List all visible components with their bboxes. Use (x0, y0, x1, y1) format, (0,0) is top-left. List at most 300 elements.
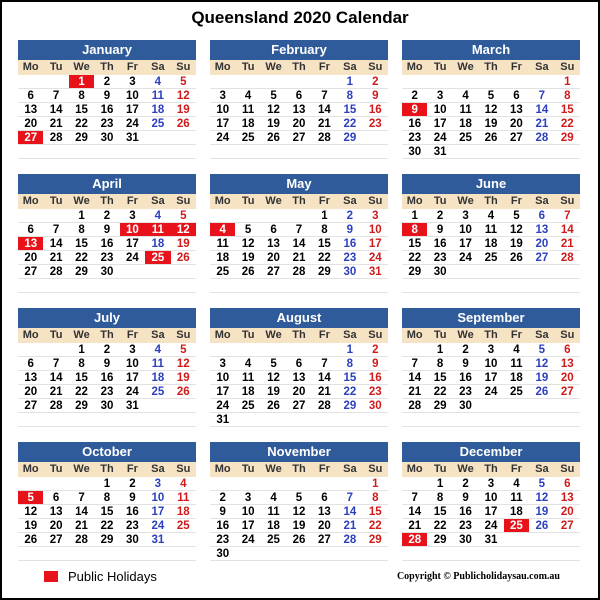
month-november (210, 442, 388, 562)
day-cell: 15 (427, 505, 452, 519)
day-cell: 16 (363, 103, 388, 117)
weekday-label: We (73, 329, 90, 341)
day-cell: 22 (69, 117, 94, 131)
weekday-label: Th (100, 329, 114, 341)
day-cell: 30 (427, 265, 452, 279)
holiday-day-cell: 25 (145, 251, 170, 265)
day-cell: 20 (529, 237, 554, 251)
weekday-label: Mo (214, 195, 231, 207)
day-cell: 22 (312, 251, 337, 265)
day-cell: 8 (363, 491, 388, 505)
day-cell: 11 (210, 237, 235, 251)
day-cell: 13 (555, 357, 580, 371)
day-cell: 1 (402, 209, 427, 223)
weekday-label: Th (292, 329, 306, 341)
holiday-day-cell: 11 (145, 223, 170, 237)
holiday-day-cell: 8 (402, 223, 427, 237)
day-cell: 2 (337, 209, 362, 223)
empty-day-cell (235, 477, 260, 491)
holiday-day-cell: 12 (171, 223, 196, 237)
day-cell: 19 (504, 237, 529, 251)
empty-day-cell (145, 413, 170, 427)
weekday-label: Mo (214, 61, 231, 73)
day-cell: 25 (504, 385, 529, 399)
day-cell: 23 (94, 117, 119, 131)
empty-day-cell (261, 279, 286, 293)
weekday-label: Tu (241, 61, 255, 73)
day-cell: 7 (402, 491, 427, 505)
empty-day-cell (120, 145, 145, 159)
weekday-label: Su (368, 195, 383, 207)
day-cell: 24 (210, 131, 235, 145)
weekday-row (18, 60, 196, 75)
day-cell: 7 (43, 223, 68, 237)
day-cell: 4 (145, 343, 170, 357)
weekday-label: Mo (22, 61, 39, 73)
day-cell: 16 (94, 103, 119, 117)
weekday-label: Su (176, 195, 191, 207)
month-header: February (210, 40, 388, 60)
empty-day-cell (171, 279, 196, 293)
empty-day-cell (312, 145, 337, 159)
day-cell: 28 (529, 131, 554, 145)
empty-day-cell (69, 279, 94, 293)
day-cell: 28 (312, 399, 337, 413)
day-cell: 7 (43, 89, 68, 103)
day-cell: 30 (94, 265, 119, 279)
empty-day-cell (43, 477, 68, 491)
day-cell: 13 (261, 237, 286, 251)
day-cell: 31 (478, 533, 503, 547)
day-cell: 3 (120, 75, 145, 89)
empty-day-cell (43, 343, 68, 357)
day-cell: 26 (529, 519, 554, 533)
day-cell: 10 (478, 357, 503, 371)
day-cell: 21 (69, 519, 94, 533)
empty-day-cell (286, 547, 311, 561)
empty-day-cell (504, 145, 529, 159)
day-cell: 17 (145, 505, 170, 519)
day-cell: 26 (261, 131, 286, 145)
weekday-label: Th (484, 61, 498, 73)
day-cell: 7 (286, 223, 311, 237)
day-cell: 21 (555, 237, 580, 251)
weekday-row (402, 462, 580, 477)
holiday-day-cell: 9 (402, 103, 427, 117)
day-grid (402, 75, 580, 159)
day-cell: 4 (261, 491, 286, 505)
day-cell: 9 (94, 223, 119, 237)
day-cell: 18 (504, 505, 529, 519)
day-cell: 14 (337, 505, 362, 519)
empty-day-cell (286, 413, 311, 427)
empty-day-cell (312, 343, 337, 357)
day-cell: 15 (312, 237, 337, 251)
day-cell: 14 (43, 103, 68, 117)
day-cell: 4 (145, 75, 170, 89)
day-cell: 25 (171, 519, 196, 533)
empty-day-cell (478, 413, 503, 427)
day-cell: 8 (337, 357, 362, 371)
month-header: December (402, 442, 580, 462)
day-cell: 25 (210, 265, 235, 279)
day-cell: 31 (120, 399, 145, 413)
day-cell: 25 (261, 533, 286, 547)
day-cell: 4 (478, 209, 503, 223)
day-cell: 27 (529, 251, 554, 265)
day-cell: 5 (529, 343, 554, 357)
empty-day-cell (555, 533, 580, 547)
day-cell: 29 (555, 131, 580, 145)
day-cell: 6 (18, 89, 43, 103)
day-cell: 6 (504, 89, 529, 103)
day-cell: 21 (43, 117, 68, 131)
day-cell: 30 (337, 265, 362, 279)
day-cell: 31 (427, 145, 452, 159)
holiday-day-cell: 25 (504, 519, 529, 533)
empty-day-cell (555, 145, 580, 159)
day-cell: 14 (402, 505, 427, 519)
day-cell: 23 (337, 251, 362, 265)
day-cell: 6 (18, 223, 43, 237)
empty-day-cell (94, 279, 119, 293)
day-cell: 10 (210, 371, 235, 385)
day-cell: 2 (120, 477, 145, 491)
day-cell: 30 (363, 399, 388, 413)
day-cell: 13 (18, 103, 43, 117)
weekday-row (402, 60, 580, 75)
day-cell: 21 (286, 251, 311, 265)
day-cell: 12 (18, 505, 43, 519)
day-cell: 20 (18, 251, 43, 265)
empty-day-cell (504, 533, 529, 547)
day-cell: 8 (427, 357, 452, 371)
day-cell: 12 (171, 357, 196, 371)
empty-day-cell (210, 343, 235, 357)
day-cell: 14 (529, 103, 554, 117)
weekday-label: Tu (433, 329, 447, 341)
empty-day-cell (427, 413, 452, 427)
empty-day-cell (504, 75, 529, 89)
day-cell: 14 (312, 103, 337, 117)
day-cell: 27 (286, 399, 311, 413)
day-cell: 18 (235, 385, 260, 399)
weekday-label: We (265, 329, 282, 341)
day-cell: 25 (478, 251, 503, 265)
day-cell: 5 (478, 89, 503, 103)
empty-day-cell (171, 145, 196, 159)
day-cell: 26 (286, 533, 311, 547)
weekday-label: Fr (510, 61, 522, 73)
day-cell: 29 (69, 399, 94, 413)
weekday-label: We (265, 463, 282, 475)
weekday-label: Su (176, 61, 191, 73)
weekday-label: Th (292, 463, 306, 475)
empty-day-cell (145, 547, 170, 561)
empty-day-cell (504, 399, 529, 413)
day-cell: 10 (145, 491, 170, 505)
day-cell: 27 (504, 131, 529, 145)
day-cell: 6 (286, 357, 311, 371)
empty-day-cell (337, 477, 362, 491)
day-cell: 27 (286, 131, 311, 145)
empty-day-cell (69, 547, 94, 561)
day-cell: 8 (69, 357, 94, 371)
day-cell: 30 (453, 533, 478, 547)
day-cell: 28 (43, 131, 68, 145)
day-cell: 9 (94, 357, 119, 371)
month-header: August (210, 308, 388, 328)
empty-day-cell (43, 279, 68, 293)
day-cell: 19 (18, 519, 43, 533)
day-cell: 9 (453, 357, 478, 371)
weekday-label: Sa (343, 329, 357, 341)
weekday-label: Tu (49, 463, 63, 475)
weekday-label: Th (100, 61, 114, 73)
day-cell: 11 (504, 357, 529, 371)
day-grid (402, 477, 580, 561)
day-cell: 18 (145, 237, 170, 251)
weekday-label: Mo (406, 463, 423, 475)
empty-day-cell (210, 477, 235, 491)
weekday-label: We (457, 61, 474, 73)
weekday-label: Mo (214, 329, 231, 341)
empty-day-cell (235, 279, 260, 293)
day-cell: 15 (69, 371, 94, 385)
empty-day-cell (478, 75, 503, 89)
weekday-label: Th (484, 463, 498, 475)
day-cell: 16 (94, 237, 119, 251)
day-cell: 15 (427, 371, 452, 385)
weekday-label: We (265, 195, 282, 207)
empty-day-cell (555, 413, 580, 427)
day-cell: 21 (402, 519, 427, 533)
day-cell: 25 (145, 117, 170, 131)
day-cell: 22 (427, 519, 452, 533)
day-cell: 15 (69, 103, 94, 117)
empty-day-cell (18, 279, 43, 293)
weekday-label: Su (368, 61, 383, 73)
empty-day-cell (94, 145, 119, 159)
weekday-label: Sa (343, 61, 357, 73)
empty-day-cell (402, 547, 427, 561)
day-cell: 16 (210, 519, 235, 533)
empty-day-cell (120, 279, 145, 293)
weekday-label: We (457, 329, 474, 341)
day-cell: 18 (145, 371, 170, 385)
day-cell: 10 (453, 223, 478, 237)
day-cell: 14 (312, 371, 337, 385)
day-cell: 19 (171, 237, 196, 251)
day-cell: 6 (18, 357, 43, 371)
day-cell: 24 (120, 385, 145, 399)
day-cell: 11 (453, 103, 478, 117)
month-august (210, 308, 388, 428)
weekday-label: Th (100, 195, 114, 207)
day-cell: 4 (453, 89, 478, 103)
day-cell: 24 (478, 385, 503, 399)
empty-day-cell (363, 547, 388, 561)
weekday-label: Fr (510, 463, 522, 475)
weekday-label: Sa (535, 329, 549, 341)
day-grid (18, 343, 196, 427)
day-cell: 11 (171, 491, 196, 505)
empty-day-cell (555, 547, 580, 561)
empty-day-cell (529, 279, 554, 293)
empty-day-cell (145, 131, 170, 145)
empty-day-cell (529, 413, 554, 427)
empty-day-cell (286, 75, 311, 89)
weekday-row (210, 462, 388, 477)
day-cell: 7 (402, 357, 427, 371)
empty-day-cell (363, 279, 388, 293)
empty-day-cell (261, 209, 286, 223)
day-cell: 18 (504, 371, 529, 385)
day-cell: 19 (529, 505, 554, 519)
empty-day-cell (286, 279, 311, 293)
day-cell: 6 (261, 223, 286, 237)
day-cell: 7 (312, 89, 337, 103)
day-cell: 30 (120, 533, 145, 547)
months-grid (18, 40, 580, 562)
holiday-day-cell: 13 (18, 237, 43, 251)
day-cell: 28 (312, 131, 337, 145)
day-cell: 12 (171, 89, 196, 103)
empty-day-cell (427, 75, 452, 89)
day-cell: 2 (94, 209, 119, 223)
day-cell: 19 (235, 251, 260, 265)
day-cell: 8 (337, 89, 362, 103)
day-cell: 29 (337, 131, 362, 145)
day-grid (18, 209, 196, 293)
empty-day-cell (453, 413, 478, 427)
empty-day-cell (210, 75, 235, 89)
day-cell: 21 (402, 385, 427, 399)
day-cell: 29 (363, 533, 388, 547)
day-cell: 19 (171, 371, 196, 385)
day-cell: 15 (363, 505, 388, 519)
page-title: Queensland 2020 Calendar (191, 8, 409, 27)
weekday-label: Tu (49, 195, 63, 207)
day-cell: 7 (337, 491, 362, 505)
day-cell: 21 (529, 117, 554, 131)
holiday-day-cell: 27 (18, 131, 43, 145)
day-cell: 12 (529, 357, 554, 371)
day-grid (402, 209, 580, 293)
empty-day-cell (145, 265, 170, 279)
day-cell: 2 (427, 209, 452, 223)
day-cell: 23 (94, 385, 119, 399)
day-cell: 7 (43, 357, 68, 371)
day-cell: 10 (427, 103, 452, 117)
weekday-label: Sa (343, 195, 357, 207)
day-cell: 17 (210, 117, 235, 131)
day-cell: 31 (210, 413, 235, 427)
day-cell: 16 (120, 505, 145, 519)
empty-day-cell (529, 265, 554, 279)
day-cell: 14 (286, 237, 311, 251)
day-cell: 28 (43, 265, 68, 279)
day-cell: 18 (145, 103, 170, 117)
weekday-row (210, 328, 388, 343)
day-cell: 12 (261, 371, 286, 385)
day-cell: 25 (145, 385, 170, 399)
day-cell: 23 (363, 385, 388, 399)
empty-day-cell (337, 413, 362, 427)
weekday-label: Su (560, 329, 575, 341)
empty-day-cell (478, 279, 503, 293)
day-cell: 17 (453, 237, 478, 251)
day-cell: 19 (261, 117, 286, 131)
day-grid (210, 209, 388, 293)
day-cell: 14 (43, 237, 68, 251)
day-cell: 11 (261, 505, 286, 519)
empty-day-cell (402, 343, 427, 357)
empty-day-cell (504, 279, 529, 293)
month-header: November (210, 442, 388, 462)
day-cell: 1 (337, 75, 362, 89)
day-cell: 15 (337, 103, 362, 117)
day-cell: 2 (363, 75, 388, 89)
empty-day-cell (555, 399, 580, 413)
day-cell: 26 (529, 385, 554, 399)
empty-day-cell (555, 265, 580, 279)
day-cell: 27 (18, 399, 43, 413)
day-cell: 27 (261, 265, 286, 279)
weekday-label: Fr (318, 329, 330, 341)
day-cell: 1 (94, 477, 119, 491)
weekday-label: We (457, 463, 474, 475)
weekday-label: Su (560, 463, 575, 475)
month-may (210, 174, 388, 294)
day-grid (18, 477, 196, 561)
month-header: May (210, 174, 388, 194)
empty-day-cell (363, 131, 388, 145)
day-cell: 22 (555, 117, 580, 131)
month-october (18, 442, 196, 562)
weekday-label: Th (292, 195, 306, 207)
day-cell: 22 (337, 117, 362, 131)
weekday-label: Tu (241, 463, 255, 475)
empty-day-cell (235, 145, 260, 159)
day-cell: 13 (312, 505, 337, 519)
weekday-label: Su (560, 195, 575, 207)
day-cell: 28 (69, 533, 94, 547)
day-cell: 3 (120, 343, 145, 357)
weekday-label: Mo (22, 195, 39, 207)
day-cell: 4 (235, 357, 260, 371)
day-cell: 23 (427, 251, 452, 265)
day-cell: 30 (94, 131, 119, 145)
day-cell: 16 (427, 237, 452, 251)
day-cell: 26 (504, 251, 529, 265)
weekday-label: We (265, 61, 282, 73)
day-cell: 4 (235, 89, 260, 103)
weekday-label: Mo (22, 463, 39, 475)
day-cell: 26 (171, 251, 196, 265)
empty-day-cell (478, 265, 503, 279)
month-header: April (18, 174, 196, 194)
day-cell: 31 (363, 265, 388, 279)
day-cell: 3 (210, 89, 235, 103)
empty-day-cell (478, 399, 503, 413)
day-cell: 4 (171, 477, 196, 491)
day-cell: 15 (94, 505, 119, 519)
empty-day-cell (286, 477, 311, 491)
month-january (18, 40, 196, 160)
month-header: October (18, 442, 196, 462)
day-cell: 1 (312, 209, 337, 223)
